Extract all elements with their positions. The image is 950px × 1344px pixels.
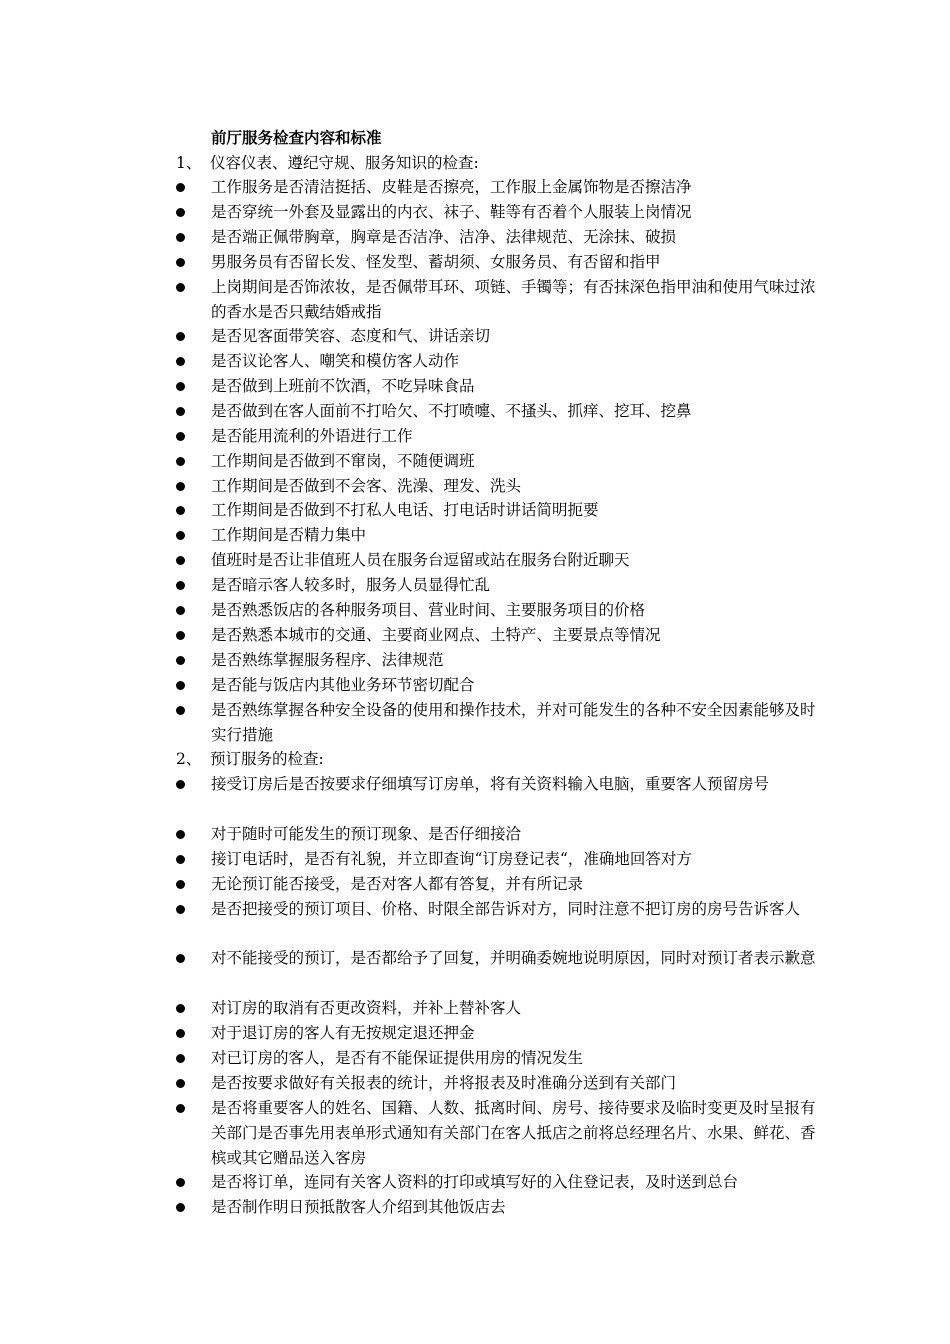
- bullet-icon: [176, 1203, 185, 1212]
- bullet-icon: [176, 283, 185, 292]
- bullet-icon: [176, 482, 185, 491]
- list-item: [176, 772, 816, 797]
- bullet-icon: [176, 506, 185, 515]
- bullet-icon: [176, 1178, 185, 1187]
- list-item-text: 是否按要求做好有关报表的统计，并将报表及时准确分送到有关部门: [211, 1074, 677, 1092]
- list-item: [176, 225, 816, 250]
- list-item: [176, 200, 816, 225]
- bullet-icon: [176, 1004, 185, 1013]
- list-item: [176, 648, 816, 673]
- list-item-text: 是否熟练掌握服务程序、法律规范: [211, 651, 444, 669]
- list-item-text: 对订房的取消有否更改资料，并补上替补客人: [211, 999, 522, 1017]
- bullet-icon: [176, 556, 185, 565]
- list-item-text: 是否端正佩带胸章，胸章是否洁净、洁净、法律规范、无涂抹、破损: [211, 228, 677, 246]
- bullet-icon: [176, 407, 185, 416]
- list-item-text: 是否穿统一外套及显露出的内衣、袜子、鞋等有否着个人服装上岗情况: [211, 203, 692, 221]
- bullet-icon: [176, 332, 185, 341]
- list-item-text: 值班时是否让非值班人员在服务台逗留或站在服务台附近聊天: [211, 551, 630, 569]
- list-item: [176, 523, 816, 548]
- list-item-text: 工作期间是否精力集中: [211, 526, 367, 544]
- list-item: [176, 698, 816, 748]
- bullet-icon: [176, 855, 185, 864]
- list-item: [176, 996, 816, 1021]
- list-item: [176, 424, 816, 449]
- bullet-icon: [176, 233, 185, 242]
- list-item: [176, 399, 816, 424]
- bullet-icon: [176, 656, 185, 665]
- list-item-text: 工作期间是否做到不窜岗，不随便调班: [211, 452, 475, 470]
- list-item: [176, 1195, 816, 1220]
- list-item: [176, 1021, 816, 1046]
- list-item-text: 对已订房的客人，是否有不能保证提供用房的情况发生: [211, 1049, 584, 1067]
- list-item-text: 对于退订房的客人有无按规定退还押金: [211, 1024, 475, 1042]
- bullet-icon: [176, 1054, 185, 1063]
- bullet-icon: [176, 432, 185, 441]
- bullet-icon: [176, 183, 185, 192]
- list-item: [176, 498, 816, 523]
- list-item-text: 是否暗示客人较多时，服务人员显得忙乱: [211, 576, 491, 594]
- bullet-icon: [176, 905, 185, 914]
- list-item-text: 是否熟悉本城市的交通、主要商业网点、土特产、主要景点等情况: [211, 626, 661, 644]
- list-item: [176, 449, 816, 474]
- section-heading-1: [176, 151, 479, 175]
- list-item: [176, 598, 816, 623]
- list-item-text: 是否做到在客人面前不打哈欠、不打喷嚏、不搔头、抓痒、挖耳、挖鼻: [211, 402, 692, 420]
- list-item-text: 是否熟悉饭店的各种服务项目、营业时间、主要服务项目的价格: [211, 601, 646, 619]
- list-item: [176, 250, 816, 275]
- list-item-text: 工作期间是否做到不会客、洗澡、理发、洗头: [211, 477, 522, 495]
- list-item: [176, 673, 816, 698]
- list-item-text: 对不能接受的预订，是否都给予了回复，并明确委婉地说明原因，同时对预订者表示歉意: [211, 949, 816, 967]
- list-item-text: 对于随时可能发生的预订现象、是否仔细接洽: [211, 825, 522, 843]
- section-heading-text: 仪容仪表、遵纪守规、服务知识的检查:: [210, 154, 479, 172]
- list-item-text: 是否熟练掌握各种安全设备的使用和操作技术，并对可能发生的各种不安全因素能够及时实行措施: [211, 701, 816, 744]
- list-item: [176, 374, 816, 399]
- list-item-text: 是否见客面带笑容、态度和气、讲话亲切: [211, 327, 491, 345]
- bullet-icon: [176, 681, 185, 690]
- list-item: [176, 324, 816, 349]
- list-item: [176, 847, 816, 872]
- list-item-text: 是否能用流利的外语进行工作: [211, 427, 413, 445]
- list-item: [176, 623, 816, 648]
- document-title: 前厅服务检查内容和标准: [211, 128, 382, 147]
- list-item: [176, 897, 816, 922]
- section-number: 2、: [176, 750, 202, 768]
- section-number: 1、: [176, 154, 202, 172]
- bullet-icon: [176, 357, 185, 366]
- list-item-text: 是否能与饭店内其他业务环节密切配合: [211, 676, 475, 694]
- bullet-icon: [176, 457, 185, 466]
- list-item-text: 是否制作明日预抵散客人介绍到其他饭店去: [211, 1198, 506, 1216]
- bullet-icon: [176, 830, 185, 839]
- bullet-icon: [176, 954, 185, 963]
- bullet-icon: [176, 880, 185, 889]
- list-item-text: 是否把接受的预订项目、价格、时限全部告诉对方，同时注意不把订房的房号告诉客人: [211, 900, 801, 918]
- list-item-text: 是否将重要客人的姓名、国籍、人数、抵离时间、房号、接待要求及临时变更及时呈报有关部门是否事先用表单形式通知有关部门在客人抵店之前将总经理名片、水果、鲜花、香槟或其它赠品送入客房: [211, 1099, 816, 1167]
- bullet-icon: [176, 382, 185, 391]
- list-item: [176, 1170, 816, 1195]
- bullet-icon: [176, 1029, 185, 1038]
- bullet-icon: [176, 258, 185, 267]
- list-item-text: 无论预订能否接受，是否对客人都有答复，并有所记录: [211, 875, 584, 893]
- list-item: [176, 275, 816, 325]
- bullet-icon: [176, 531, 185, 540]
- bullet-icon: [176, 631, 185, 640]
- list-item: [176, 1096, 816, 1170]
- list-item: [176, 573, 816, 598]
- bullet-icon: [176, 581, 185, 590]
- list-item: [176, 1071, 816, 1096]
- list-item-text: 工作服务是否清洁挺括、皮鞋是否擦亮，工作服上金属饰物是否擦洁净: [211, 178, 692, 196]
- list-item-text: 上岗期间是否饰浓妆，是否佩带耳环、项链、手镯等；有否抹深色指甲油和使用气味过浓的香水是否只戴结婚戒指: [211, 278, 816, 321]
- list-item: [176, 1046, 816, 1071]
- list-item-text: 是否做到上班前不饮酒，不吃异味食品: [211, 377, 475, 395]
- list-item: [176, 548, 816, 573]
- list-item-text: 是否议论客人、嘲笑和模仿客人动作: [211, 352, 460, 370]
- list-item-text: 接受订房后是否按要求仔细填写订房单，将有关资料输入电脑，重要客人预留房号: [211, 775, 770, 793]
- list-item: [176, 946, 816, 971]
- list-item: [176, 822, 816, 847]
- bullet-icon: [176, 706, 185, 715]
- list-item: [176, 349, 816, 374]
- bullet-icon: [176, 606, 185, 615]
- bullet-icon: [176, 208, 185, 217]
- list-item: [176, 474, 816, 499]
- bullet-icon: [176, 1104, 185, 1113]
- bullet-icon: [176, 1079, 185, 1088]
- bullet-icon: [176, 780, 185, 789]
- list-item-text: 是否将订单，连同有关客人资料的打印或填写好的入住登记表，及时送到总台: [211, 1173, 739, 1191]
- list-item-text: 工作期间是否做到不打私人电话、打电话时讲话简明扼要: [211, 501, 599, 519]
- list-item-text: 男服务员有否留长发、怪发型、蓄胡须、女服务员、有否留和指甲: [211, 253, 661, 271]
- list-item: [176, 872, 816, 897]
- section-heading-text: 预订服务的检查:: [210, 750, 324, 768]
- list-item-text: 接订电话时，是否有礼貌，并立即查询“订房登记表“，准确地回答对方: [211, 850, 692, 868]
- section-heading-2: [176, 747, 324, 771]
- list-item: [176, 175, 816, 200]
